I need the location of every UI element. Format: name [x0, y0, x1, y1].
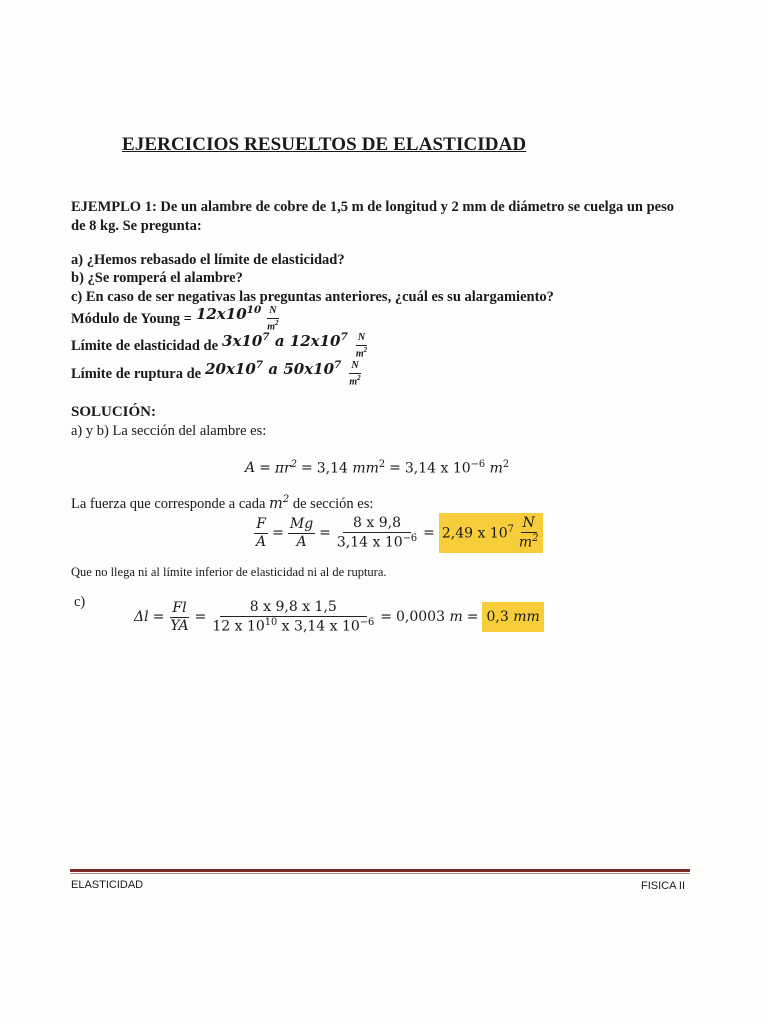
force-text-post: de sección es: [292, 495, 374, 512]
unit-den-exp: 2 [357, 373, 361, 382]
unit-den-exp: 2 [275, 318, 279, 327]
equals-sign: = [423, 525, 435, 542]
unit-den-base: m [267, 320, 276, 332]
stress-result-value [442, 524, 514, 542]
area-v2-num: 3,14 x 10 [404, 460, 471, 477]
area-v2 [405, 459, 509, 477]
unit-numerator: N [349, 361, 360, 374]
rupture-a: a [268, 359, 279, 378]
unit-denominator [347, 374, 362, 388]
rupture-v1-exp: 7 [255, 358, 264, 371]
example-line-1 [71, 199, 674, 216]
unit-denominator [354, 346, 369, 360]
stress-result-unit-den-base: m [518, 534, 533, 551]
elong-result-num: 0,3 [486, 609, 509, 626]
force-text-exp: 2 [282, 494, 290, 505]
footer-left: ELASTICIDAD [71, 879, 144, 891]
elastic-unit [354, 333, 369, 359]
part-c-label: c) [74, 594, 86, 610]
elong-calc-den [210, 617, 376, 634]
stress-result-base: 2,49 x 10 [441, 525, 508, 542]
stress-calc-den [335, 533, 419, 550]
force-text-pre: La fuerza que corresponde a cada [71, 495, 266, 512]
equals-sign: = [380, 609, 392, 626]
pi-r: πr [274, 460, 291, 477]
stress-calc-num: 8 x 9,8 [343, 516, 411, 533]
equals-sign: = [272, 525, 284, 542]
example-label: EJEMPLO 1: [71, 199, 157, 215]
f-num: F [256, 515, 266, 532]
fl-den: YA [170, 617, 189, 634]
equals-sign: = [301, 459, 313, 476]
area-equation [243, 459, 511, 477]
footer-rule [70, 869, 690, 872]
stress-calc-den-exp: −6 [402, 532, 418, 544]
f-over-a [254, 517, 268, 549]
elong-calc-den-b-exp: −6 [359, 616, 375, 628]
pi-r-exp: 2 [290, 459, 297, 470]
area-v1-unit: mm [352, 460, 379, 477]
equals-sign: = [259, 459, 271, 476]
elong-calc-num: 8 x 9,8 x 1,5 [220, 600, 367, 617]
elong-value-unit: m [449, 609, 463, 626]
force-text [71, 494, 373, 513]
elong-calc-den-a: 12 x 10 [212, 618, 265, 635]
elong-result-unit: mm [513, 609, 540, 626]
footer-rule-thin [70, 873, 690, 874]
solution-part-ab: a) y b) La sección del alambre es: [71, 423, 267, 439]
elastic-limit-row [71, 330, 369, 359]
fl-num: Fl [172, 599, 187, 616]
unit-den-base: m [355, 347, 364, 359]
area-v1-num: 3,14 [316, 460, 348, 477]
stress-result-unit-den [517, 533, 541, 550]
elastic-value [222, 331, 348, 350]
elongation-equation [132, 600, 546, 634]
unit-den-exp: 2 [363, 345, 368, 354]
unit-numerator: N [267, 306, 278, 319]
question-b: b) ¿Se romperá el alambre? [71, 270, 243, 286]
mg-over-a [288, 517, 315, 549]
rupture-limit-row [71, 358, 363, 387]
elastic-v1-exp: 7 [262, 330, 270, 343]
equals-sign: = [194, 609, 207, 626]
elastic-a: a [274, 331, 285, 350]
stress-equation [252, 513, 545, 553]
stress-result-unit-num: N [522, 515, 535, 531]
stress-calc [335, 516, 419, 550]
elong-calc [210, 600, 376, 634]
rupture-value [205, 359, 341, 378]
stress-result-unit [517, 516, 541, 550]
stress-result [439, 513, 544, 553]
elastic-label: Límite de elasticidad de [71, 337, 219, 354]
example-text-1: De un alambre de cobre de 1,5 m de longitud y 2 mm de diámetro se cuelga un peso [160, 199, 674, 215]
elong-value-num: 0,0003 [396, 609, 445, 626]
conclusion-text: Que no llega ni al límite inferior de elasticidad ni al de ruptura. [71, 565, 387, 579]
stress-calc-den-base: 3,14 x 10 [336, 534, 403, 551]
young-value-exp: 10 [246, 303, 262, 316]
equals-sign: = [389, 459, 401, 476]
elastic-v2-base: 12x10 [289, 331, 341, 350]
stress-result-unit-den-exp: 2 [532, 532, 539, 544]
equals-sign: = [466, 609, 479, 626]
area-v2-exp: −6 [470, 459, 486, 470]
area-lhs: A [245, 459, 256, 476]
footer-right: FISICA II [641, 880, 686, 892]
question-c: c) En caso de ser negativas las preguntas anteriores, ¿cuál es su alargamiento? [71, 289, 554, 305]
mg-num: Mg [289, 515, 314, 532]
young-modulus-row [71, 303, 281, 332]
elastic-v2-exp: 7 [340, 330, 348, 343]
page-title: EJERCICIOS RESUELTOS DE ELASTICIDAD [122, 134, 527, 155]
unit-den-base: m [349, 375, 358, 387]
equals-sign: = [319, 525, 331, 542]
question-a: a) ¿Hemos rebasado el límite de elasticidad? [71, 252, 345, 268]
area-pi-r [275, 459, 297, 477]
young-unit [265, 306, 280, 332]
unit-numerator: N [356, 333, 367, 346]
rupture-v2-base: 50x10 [283, 359, 335, 378]
force-text-m: m [269, 495, 283, 512]
elong-calc-den-a-exp: 10 [264, 616, 278, 628]
rupture-unit [347, 361, 362, 387]
stress-result-exp: 7 [507, 524, 514, 536]
rupture-v1-base: 20x10 [205, 359, 256, 378]
mg-den: A [296, 533, 307, 550]
area-v2-unit-exp: 2 [502, 459, 510, 470]
f-den: A [256, 533, 267, 550]
equals-sign: = [152, 609, 165, 626]
young-label: Módulo de Young = [71, 310, 192, 327]
rupture-label: Límite de ruptura de [71, 365, 202, 382]
elong-value [396, 609, 463, 625]
fl-over-ya [168, 601, 190, 633]
elong-lhs: Δl [134, 609, 149, 626]
area-v2-unit: m [489, 460, 503, 477]
force-text-m2 [269, 496, 289, 512]
example-text-2: de 8 kg. Se pregunta: [71, 218, 202, 234]
elong-calc-den-b: x 3,14 x 10 [277, 618, 360, 635]
elong-result [482, 602, 543, 632]
area-v1 [317, 459, 385, 477]
area-v1-unit-exp: 2 [378, 459, 386, 470]
solution-heading: SOLUCIÓN: [71, 404, 157, 420]
young-value [196, 304, 261, 323]
elastic-v1-base: 3x10 [222, 331, 263, 350]
young-value-base: 12x10 [195, 304, 247, 323]
rupture-v2-exp: 7 [334, 358, 342, 371]
